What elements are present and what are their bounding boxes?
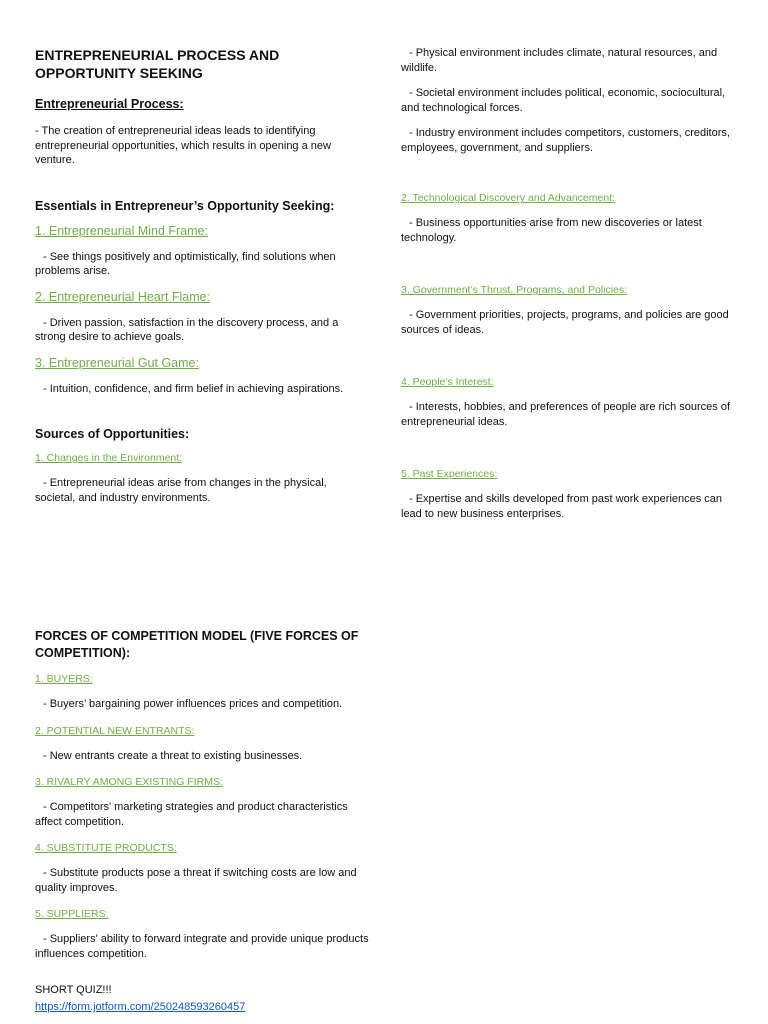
force-title-new-entrants: 2. POTENTIAL NEW ENTRANTS: <box>35 724 195 737</box>
essential-text-gut-game: - Intuition, confidence, and firm belief in achieving aspirations. <box>43 382 344 395</box>
force-text-rivalry: - Competitors' marketing strategies and product characteristics affect competition. <box>35 801 348 828</box>
force-text-new-entrants: - New entrants create a threat to existing businesses. <box>43 749 303 762</box>
page-title: ENTREPRENEURIAL PROCESS AND OPPORTUNITY SEEKING <box>35 47 280 81</box>
essentials-heading: Essentials in Entrepreneur’s Opportunity Seeking: <box>35 198 335 213</box>
essential-title-gut-game: 3. Entrepreneurial Gut Game: <box>35 355 199 370</box>
quiz-label: SHORT QUIZ!!! <box>35 984 112 996</box>
env-item-industry: - Industry environment includes competitors, customers, creditors, employees, government, and suppliers. <box>401 127 730 154</box>
force-title-buyers: 1. BUYERS: <box>35 673 93 685</box>
force-title-suppliers: 5. SUPPLIERS: <box>35 908 109 920</box>
env-item-societal: - Societal environment includes political, economic, sociocultural, and technological forces. <box>401 87 726 114</box>
process-heading: Entrepreneurial Process: <box>35 97 184 111</box>
force-text-substitutes: - Substitute products pose a threat if switching costs are low and quality improves. <box>35 867 357 894</box>
source-title-past-experiences: 5. Past Experiences: <box>401 468 498 480</box>
force-text-buyers: - Buyers’ bargaining power influences prices and competition. <box>43 698 343 710</box>
source-text-government: - Government priorities, projects, programs, and policies are good sources of ideas. <box>401 309 729 336</box>
source-title-peoples-interest: 4. People’s Interest: <box>401 376 494 388</box>
source-title-government: 3. Government’s Thrust, Programs, and Policies: <box>401 284 628 296</box>
essential-text-mind-frame: - See things positively and optimistically, find solutions when problems arise. <box>35 250 336 277</box>
source-title-environment: 1. Changes in the Environment: <box>35 452 183 464</box>
force-title-rivalry: 3. RIVALRY AMONG EXISTING FIRMS: <box>35 776 223 788</box>
sources-heading: Sources of Opportunities: <box>35 427 190 441</box>
force-title-substitutes: 4. SUBSTITUTE PRODUCTS: <box>35 842 177 854</box>
force-text-suppliers: - Suppliers' ability to forward integrate and provide unique products influences competition. <box>35 933 369 960</box>
source-text-technology: - Business opportunities arise from new discoveries or latest technology. <box>401 217 702 244</box>
essential-title-heart-flame: 2. Entrepreneurial Heart Flame: <box>35 289 211 304</box>
source-text-peoples-interest: - Interests, hobbies, and preferences of people are rich sources of entrepreneurial ideas. <box>401 401 731 428</box>
quiz-link[interactable]: https://form.jotform.com/250248593260457 <box>35 1001 246 1013</box>
forces-section <box>35 628 370 1015</box>
source-text-past-experiences: - Expertise and skills developed from past work experiences can lead to new business enterprises. <box>401 493 723 520</box>
right-column <box>401 46 741 531</box>
process-text: - The creation of entrepreneurial ideas leads to identifying entrepreneurial opportunities, which results in opening a new venture. <box>35 125 331 166</box>
forces-title: FORCES OF COMPETITION MODEL (FIVE FORCES OF COMPETITION): <box>35 629 359 660</box>
essential-title-mind-frame: 1. Entrepreneurial Mind Frame: <box>35 223 208 238</box>
essential-text-heart-flame: - Driven passion, satisfaction in the discovery process, and a strong desire to achieve goals. <box>35 316 339 343</box>
env-item-physical: - Physical environment includes climate, natural resources, and wildlife. <box>401 47 718 74</box>
source-title-technology: 2. Technological Discovery and Advancement: <box>401 192 616 204</box>
left-column <box>35 46 365 515</box>
source-text-environment: - Entrepreneurial ideas arise from changes in the physical, societal, and industry environments. <box>35 477 327 504</box>
